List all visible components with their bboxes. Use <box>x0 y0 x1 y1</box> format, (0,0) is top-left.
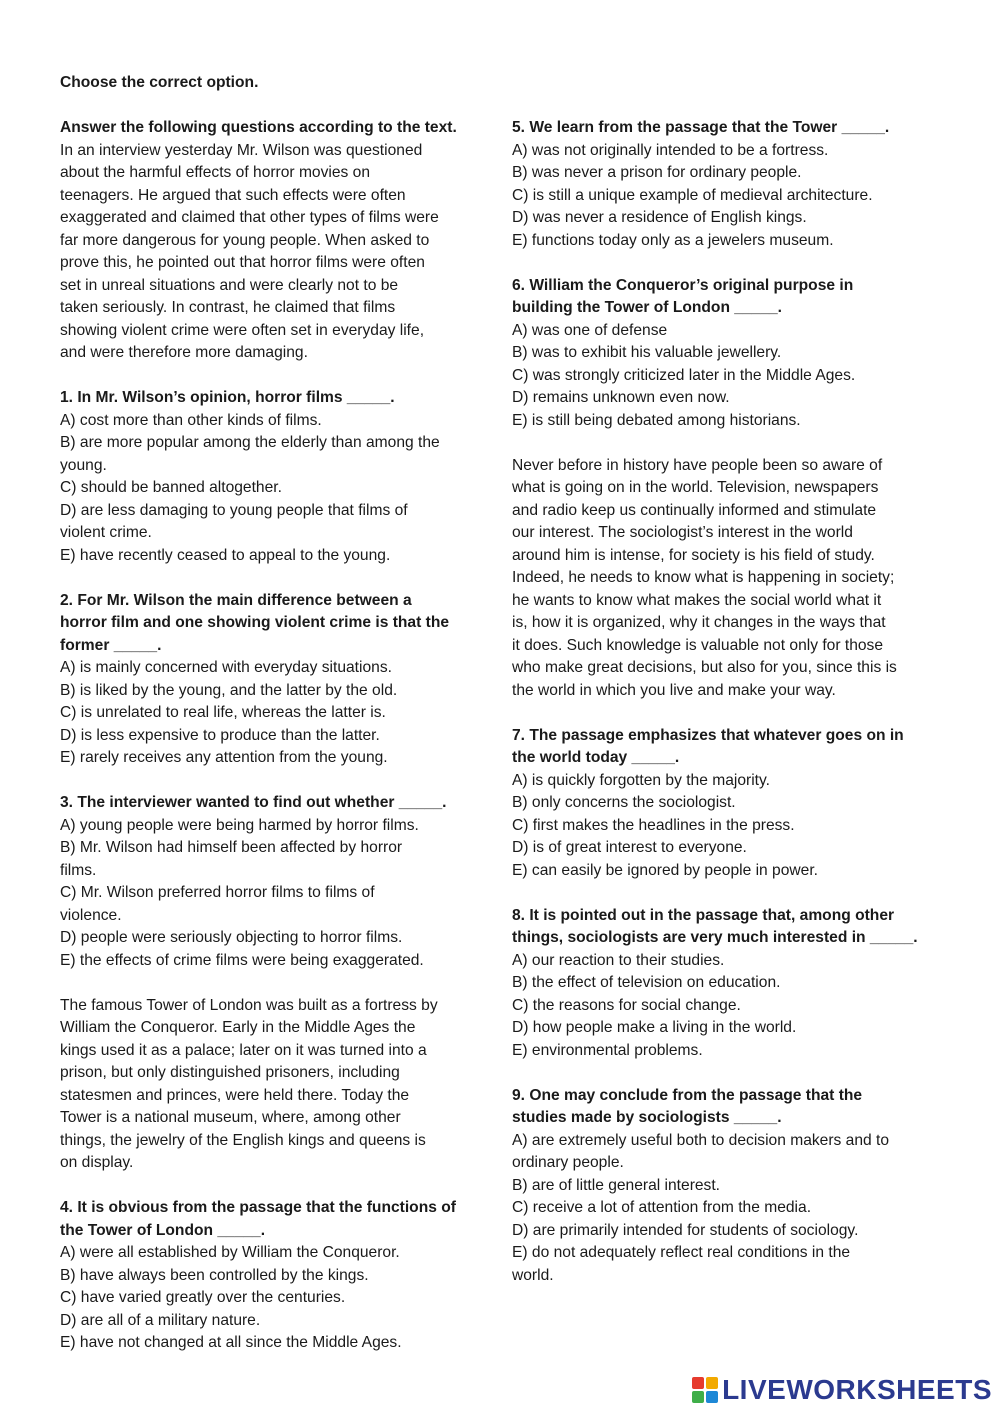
logo-mark-icon <box>692 1377 718 1403</box>
option-line: C) is still a unique example of medieval architecture. <box>512 186 873 204</box>
option-line: B) only concerns the sociologist. <box>512 794 736 811</box>
option-line: D) is less expensive to produce than the latter. <box>60 726 380 744</box>
passage-line: ordinary people. <box>512 1154 624 1171</box>
spacer <box>512 702 932 725</box>
option-line: E) is still being debated among historians. <box>512 411 801 429</box>
option-line: A) are extremely useful both to decision makers and to <box>512 1131 890 1149</box>
spacer <box>512 1062 932 1085</box>
option-line: A) young people were being harmed by horror films. <box>60 816 419 834</box>
option-line: E) have recently ceased to appeal to the young. <box>60 546 391 564</box>
option-line: A) is quickly forgotten by the majority. <box>512 771 770 789</box>
spacer <box>60 95 482 118</box>
option-line: D) are all of a military nature. <box>60 1311 261 1329</box>
option-line: C) the reasons for social change. <box>512 996 741 1014</box>
passage-line: set in unreal situations and were clearly not to be <box>60 276 399 294</box>
passage-line: Never before in history have people been so aware of <box>512 456 883 474</box>
option-line: E) environmental problems. <box>512 1041 703 1059</box>
option-line: C) have varied greatly over the centuries. <box>60 1289 346 1306</box>
question-line: 4. It is obvious from the passage that the functions of <box>60 1199 456 1216</box>
option-line: D) was never a residence of English kings. <box>512 209 807 226</box>
option-line: B) Mr. Wilson had himself been affected by horror <box>60 839 403 856</box>
option-line: E) can easily be ignored by people in power. <box>512 861 819 879</box>
passage-line: on display. <box>60 1154 134 1171</box>
heading-line: building the Tower of London _____. <box>512 299 783 316</box>
passage-line: statesmen and princes, were held there. Today the <box>60 1086 410 1104</box>
option-line: E) have not changed at all since the Middle Ages. <box>60 1334 402 1351</box>
spacer <box>60 972 482 995</box>
passage-line: teenagers. He argued that such effects were often <box>60 186 406 204</box>
option-line: A) was one of defense <box>512 321 668 339</box>
passage-line: who make great decisions, but also for you, since this is <box>512 659 897 676</box>
passage-line: violent crime. <box>60 524 152 541</box>
passage-line: it does. Such knowledge is valuable not only for those <box>512 636 884 654</box>
passage-line: the world in which you live and make your way. <box>512 681 836 699</box>
passage-line: far more dangerous for young people. When asked to <box>60 231 430 249</box>
passage-line: violence. <box>60 906 122 924</box>
option-line: E) functions today only as a jewelers museum. <box>512 231 834 249</box>
passage-line: world. <box>512 1266 554 1284</box>
option-line: E) do not adequately reflect real conditions in the <box>512 1244 851 1261</box>
passage-line: what is going on in the world. Television, newspapers <box>512 479 879 496</box>
option-line: A) was not originally intended to be a fortress. <box>512 141 829 159</box>
passage-line: The famous Tower of London was built as a fortress by <box>60 996 438 1014</box>
option-line: D) is of great interest to everyone. <box>512 839 747 856</box>
question-line: 2. For Mr. Wilson the main difference between a <box>60 591 412 609</box>
passage-line: prove this, he pointed out that horror films were often <box>60 254 425 271</box>
question-line: 8. It is pointed out in the passage that, among other <box>512 906 895 924</box>
heading-line: Answer the following questions according to the text. <box>60 119 457 136</box>
option-line: A) were all established by William the Conqueror. <box>60 1244 400 1261</box>
option-line: B) is liked by the young, and the latter by the old. <box>60 681 398 699</box>
spacer <box>512 882 932 905</box>
logo-text: LIVEWORKSHEETS <box>722 1374 992 1405</box>
question-line: 3. The interviewer wanted to find out whether _____. <box>60 794 447 811</box>
option-line: E) rarely receives any attention from the young. <box>60 749 388 766</box>
liveworksheets-logo <box>692 1375 992 1405</box>
passage-line: around him is intense, for society is his field of study. <box>512 546 875 564</box>
passage-line: and radio keep us continually informed and stimulate <box>512 501 877 519</box>
left-column <box>60 72 482 1355</box>
option-line: A) cost more than other kinds of films. <box>60 411 322 429</box>
option-line: C) is unrelated to real life, whereas the latter is. <box>60 704 386 721</box>
spacer <box>512 95 932 118</box>
passage-line: showing violent crime were often set in everyday life, <box>60 321 425 339</box>
heading-line: Choose the correct option. <box>60 74 259 91</box>
spacer <box>512 72 932 95</box>
passage-line: prison, but only distinguished prisoners, including <box>60 1064 400 1081</box>
passage-line: Tower is a national museum, where, among other <box>60 1109 401 1126</box>
passage-line: Indeed, he needs to know what is happening in society; <box>512 569 895 586</box>
question-line: 1. In Mr. Wilson’s opinion, horror films _____. <box>60 389 395 406</box>
option-line: C) was strongly criticized later in the Middle Ages. <box>512 366 856 384</box>
option-line: A) is mainly concerned with everyday situations. <box>60 659 392 676</box>
heading-line: the world today _____. <box>512 749 680 766</box>
passage-line: taken seriously. In contrast, he claimed that films <box>60 299 396 316</box>
option-line: D) people were seriously objecting to horror films. <box>60 929 403 946</box>
heading-line: things, sociologists are very much interested in _____. <box>512 929 918 946</box>
passage-line: exaggerated and claimed that other types of films were <box>60 209 439 226</box>
heading-line: horror film and one showing violent crime is that the <box>60 614 450 631</box>
option-line: E) the effects of crime films were being exaggerated. <box>60 951 424 969</box>
question-line: 9. One may conclude from the passage that the <box>512 1086 863 1104</box>
spacer <box>60 1175 482 1198</box>
option-line: D) how people make a living in the world. <box>512 1019 797 1036</box>
question-line: 7. The passage emphasizes that whatever goes on in <box>512 726 904 744</box>
option-line: B) have always been controlled by the kings. <box>60 1266 369 1284</box>
passage-line: about the harmful effects of horror movies on <box>60 164 371 181</box>
option-line: B) are of little general interest. <box>512 1176 721 1194</box>
option-line: B) are more popular among the elderly than among the <box>60 434 440 451</box>
heading-line: the Tower of London _____. <box>60 1221 266 1239</box>
passage-line: our interest. The sociologist’s interest in the world <box>512 524 853 541</box>
heading-line: former _____. <box>60 636 162 654</box>
option-line: C) should be banned altogether. <box>60 479 282 496</box>
passage-line: he wants to know what makes the social world what it <box>512 591 882 609</box>
question-line: 6. William the Conqueror’s original purpose in <box>512 276 854 294</box>
passage-line: In an interview yesterday Mr. Wilson was questioned <box>60 141 423 159</box>
spacer <box>60 567 482 590</box>
spacer <box>512 252 932 275</box>
option-line: D) remains unknown even now. <box>512 389 730 406</box>
option-line: B) was never a prison for ordinary people. <box>512 164 802 181</box>
option-line: D) are less damaging to young people that films of <box>60 501 408 519</box>
heading-line: studies made by sociologists _____. <box>512 1109 782 1126</box>
spacer <box>60 770 482 793</box>
passage-line: is, how it is organized, why it changes in the ways that <box>512 614 886 631</box>
option-line: C) first makes the headlines in the press. <box>512 816 795 834</box>
right-column <box>512 72 932 1287</box>
passage-line: William the Conqueror. Early in the Middle Ages the <box>60 1019 416 1036</box>
passage-line: kings used it as a palace; later on it was turned into a <box>60 1041 427 1059</box>
spacer <box>512 432 932 455</box>
spacer <box>60 365 482 388</box>
passage-line: and were therefore more damaging. <box>60 344 308 361</box>
option-line: C) Mr. Wilson preferred horror films to films of <box>60 884 375 901</box>
option-line: B) was to exhibit his valuable jewellery. <box>512 344 782 361</box>
passage-line: young. <box>60 456 107 474</box>
question-line: 5. We learn from the passage that the Tower _____. <box>512 119 890 136</box>
passage-line: things, the jewelry of the English kings and queens is <box>60 1131 426 1149</box>
option-line: A) our reaction to their studies. <box>512 951 725 969</box>
passage-line: films. <box>60 861 97 879</box>
option-line: B) the effect of television on education. <box>512 974 781 991</box>
option-line: D) are primarily intended for students of sociology. <box>512 1221 859 1239</box>
option-line: C) receive a lot of attention from the media. <box>512 1199 812 1216</box>
